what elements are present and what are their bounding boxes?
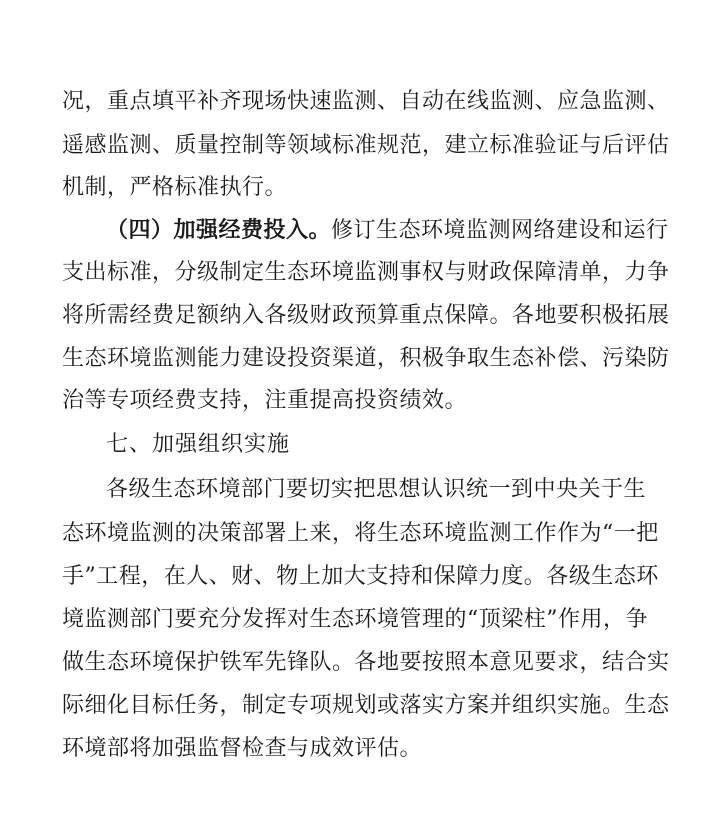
paragraph-line: 各级生态环境部门要切实把思想认识统一到中央关于生: [106, 477, 647, 502]
paragraph-line: 做生态环境保护铁军先锋队。各地要按照本意见要求，结合实: [62, 650, 670, 675]
paragraph-line: 支出标准，分级制定生态环境监测事权与财政保障清单，力争: [62, 260, 670, 285]
subsection-title: （四）加强经费投入。: [106, 217, 332, 243]
subsection-paragraph-line: [106, 210, 669, 250]
paragraph-line: 生态环境监测能力建设投资渠道，积极争取生态补偿、污染防: [62, 346, 670, 371]
paragraph-line: 境监测部门要充分发挥对生态环境管理的“顶梁柱”作用，争: [62, 607, 648, 632]
paragraph-line: 环境部将加强监督检查与成效评估。: [62, 736, 423, 761]
section-heading: 七、加强组织实施: [106, 432, 291, 457]
paragraph-text: 修订生态环境监测网络建设和运行: [331, 218, 669, 243]
paragraph-line: 手”工程，在人、财、物上加大支持和保障力度。各级生态环: [62, 564, 659, 589]
paragraph-line: 将所需经费足额纳入各级财政预算重点保障。各地要积极拓展: [62, 303, 670, 328]
paragraph-line: 遥感监测、质量控制等领域标准规范，建立标准验证与后评估: [62, 133, 670, 158]
paragraph-line: 际细化目标任务，制定专项规划或落实方案并组织实施。生态: [62, 693, 670, 718]
paragraph-line: 机制，严格标准执行。: [62, 175, 288, 200]
paragraph-line: 况，重点填平补齐现场快速监测、自动在线监测、应急监测、: [62, 89, 670, 114]
paragraph-line: 治等专项经费支持，注重提高投资绩效。: [62, 388, 468, 413]
paragraph-line: 态环境监测的决策部署上来，将生态环境监测工作作为“一把: [62, 521, 659, 546]
